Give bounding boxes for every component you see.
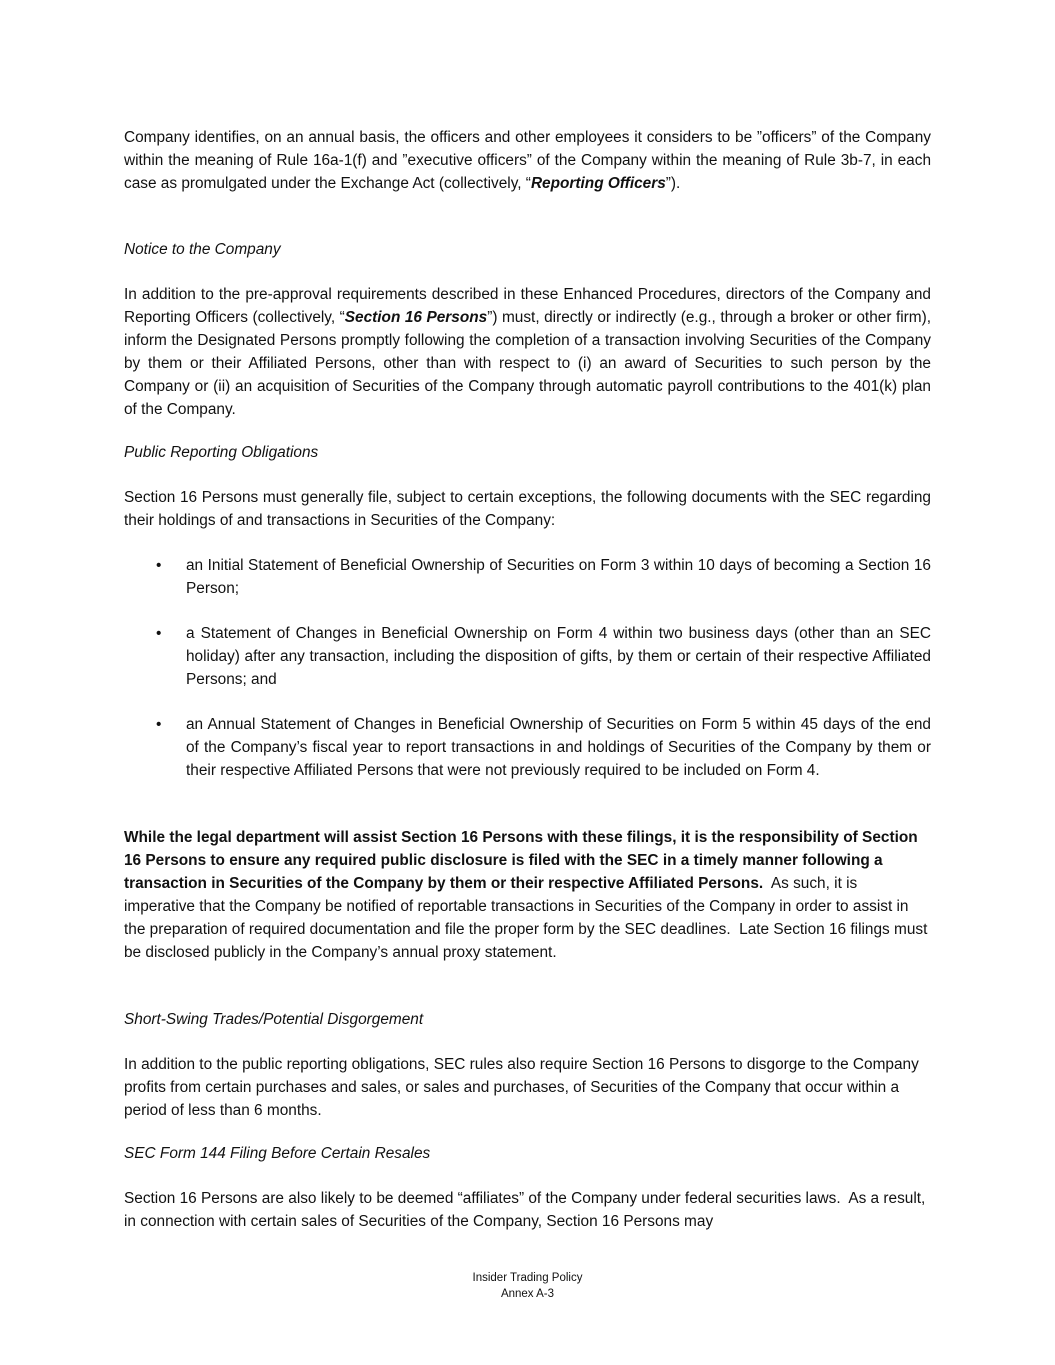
list-item	[124, 622, 931, 691]
defined-term: Section 16 Persons	[344, 309, 488, 326]
bullet-icon: •	[156, 625, 162, 642]
defined-term: Reporting Officers	[530, 175, 666, 192]
paragraph-text: Company identifies, on an annual basis, the officers and other employees it considers to be ”officers” of the Company within the meaning of Rule 16a-1(f) and ”executive officers” of the Company within the meaning of Rule 3b-7, in each case as promulgated under the Exchange Act (collectively, “	[124, 129, 931, 192]
list-item-text: a Statement of Changes in Beneficial Ownership on Form 4 within two business days (other than an SEC holiday) after any transaction, including the disposition of gifts, by them or certain of their respective Affiliated Persons; and	[186, 625, 931, 688]
bullet-icon: •	[156, 716, 162, 733]
paragraph-text: As such, it is imperative that the Company be notified of reportable transactions in Securities of the Company in order to assist in the preparation of required documentation and file the proper form by the SEC deadlines. Late Section 16 filings must be disclosed publicly in the Company’s annual proxy statement.	[124, 875, 932, 961]
bullet-icon: •	[156, 557, 162, 574]
paragraph-reporting-officers	[124, 126, 931, 195]
heading-form-144: SEC Form 144 Filing Before Certain Resales	[124, 1145, 431, 1162]
list-item	[124, 713, 931, 782]
list-item-text: an Initial Statement of Beneficial Ownership of Securities on Form 3 within 10 days of becoming a Section 16 Person;	[186, 557, 931, 597]
paragraph-notice	[124, 283, 931, 421]
list-item-text: an Annual Statement of Changes in Beneficial Ownership of Securities on Form 5 within 45 days of the end of the Company’s fiscal year to report transactions in and holdings of Securities of the Company by them or their respective Affiliated Persons that were not previously required to be included on Form 4.	[186, 716, 931, 779]
footer-title: Insider Trading Policy	[472, 1272, 583, 1284]
heading-short-swing: Short-Swing Trades/Potential Disgorgement	[124, 1011, 424, 1028]
heading-notice: Notice to the Company	[124, 241, 281, 258]
heading-public-reporting: Public Reporting Obligations	[124, 444, 319, 461]
paragraph-text: In addition to the pre-approval requirements described in these Enhanced Procedures, directors of the Company and Reporting Officers (collectively, “	[124, 286, 931, 326]
list-item	[124, 554, 931, 600]
paragraph-responsibility	[124, 826, 931, 964]
footer-page-number: Annex A-3	[500, 1288, 555, 1300]
bold-text: While the legal department will assist Section 16 Persons with these filings, it is the responsibility of Section 16 Persons to ensure any required public disclosure is filed with the SEC in a timely manner following a transaction in Securities of the Company by them or their respective Affiliated Persons.	[124, 829, 918, 892]
page-footer	[0, 1270, 1055, 1302]
paragraph-public-reporting: Section 16 Persons must generally file, subject to certain exceptions, the following documents with the SEC regarding their holdings of and transactions in Securities of the Company:	[124, 489, 931, 529]
paragraph-short-swing: In addition to the public reporting obligations, SEC rules also require Section 16 Persons to disgorge to the Company profits from certain purchases and sales, or sales and purchases, of Securities of the Company that occur within a period of less than 6 months.	[124, 1056, 919, 1119]
paragraph-form-144: Section 16 Persons are also likely to be deemed “affiliates” of the Company under federal securities laws. As a result, in connection with certain sales of Securities of the Company, Section 16 Persons may	[124, 1190, 930, 1230]
paragraph-text: ”) must, directly or indirectly (e.g., through a broker or other firm), inform the Designated Persons promptly following the completion of a transaction involving Securities of the Company by them or their Affiliated Persons, other than with respect to (i) an award of Securities to such person by the Company or (ii) an acquisition of Securities of the Company through automatic payroll contributions to the 401(k) plan of the Company.	[124, 309, 931, 418]
paragraph-text: ”).	[665, 175, 681, 192]
